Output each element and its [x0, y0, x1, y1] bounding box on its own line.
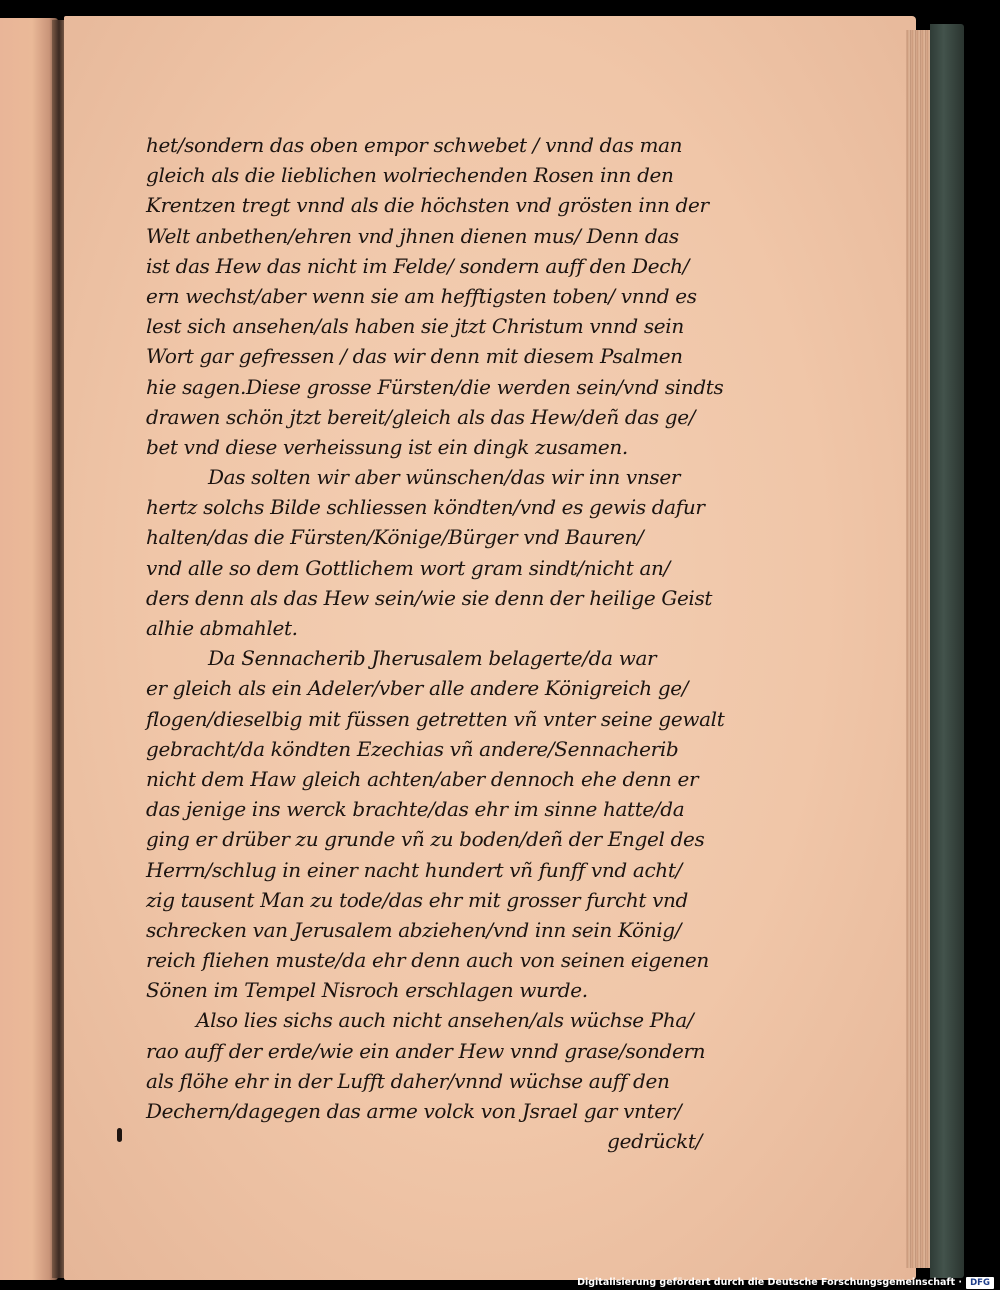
text-line: flogen/dieselbig mit füssen getretten vñ vnter seine gewalt	[146, 706, 725, 731]
text-line: lest sich ansehen/als haben sie jtzt Christum vnnd sein	[146, 314, 684, 339]
text-line: nicht dem Haw gleich achten/aber dennoch ehe denn er	[146, 766, 699, 791]
text-line: hie sagen.Diese grosse Fürsten/die werden sein/vnd sindts	[146, 374, 724, 399]
text-line: halten/das die Fürsten/Könige/Bürger vnd Bauren/	[146, 525, 644, 550]
text-line: alhie abmahlet.	[146, 616, 298, 640]
text-line: het/sondern das oben empor schwebet / vnnd das man	[146, 133, 683, 157]
text-line: ging er drüber zu grunde vñ zu boden/deñ der Engel des	[146, 827, 705, 852]
paragraph-start: Da Sennacherib Jherusalem belagerte/da war	[208, 646, 657, 671]
text-line: hertz solchs Bilde schliessen köndten/vnd es gewis dafur	[146, 495, 705, 520]
text-line: als flöhe ehr in der Lufft daher/vnnd wüchse auff den	[146, 1068, 670, 1093]
text-line: bet vnd diese verheissung ist ein dingk zusamen.	[146, 434, 628, 459]
text-line: ist das Hew das nicht im Felde/ sondern auff den Dech/	[146, 253, 689, 278]
text-line: ern wechst/aber wenn sie am hefftigsten toben/ vnnd es	[146, 283, 697, 308]
text-line: reich fliehen muste/da ehr denn auch von seinen eigenen	[146, 948, 709, 973]
cover-board	[930, 24, 964, 1278]
text-line: das jenige ins werck brachte/das ehr im sinne hatte/da	[146, 797, 685, 822]
text-line: gleich als die lieblichen wolriechenden Rosen inn den	[146, 163, 674, 188]
catchword: gedrückt/	[607, 1129, 702, 1154]
text-line: vnd alle so dem Gottlichem wort gram sindt/nicht an/	[146, 555, 670, 580]
text-line: schrecken van Jerusalem abziehen/vnd inn sein König/	[146, 917, 682, 942]
text-line: rao auff der erde/wie ein ander Hew vnnd grase/sondern	[146, 1038, 706, 1063]
text-line: Sönen im Tempel Nisroch erschlagen wurde.	[146, 978, 588, 1003]
text-line: drawen schön jtzt bereit/gleich als das Hew/deñ das ge/	[146, 404, 696, 429]
ink-blemish	[117, 1128, 122, 1142]
dfg-logo: DFG	[966, 1277, 994, 1289]
text-line: zig tausent Man zu tode/das ehr mit grosser furcht vnd	[146, 887, 689, 912]
text-line: Herrn/schlug in einer nacht hundert vñ funff vnd acht/	[146, 857, 682, 882]
text-line: ders denn als das Hew sein/wie sie denn der heilige Geist	[146, 585, 713, 610]
text-block	[146, 130, 725, 1156]
text-line: er gleich als ein Adeler/vber alle andere Königreich ge/	[146, 676, 689, 701]
text-line: gebracht/da köndten Ezechias vñ andere/Sennacherib	[146, 736, 679, 761]
footer-credit: Digitalisierung gefördert durch die Deutsche Forschungsgemeinschaft ·	[577, 1277, 962, 1288]
left-page-edge	[0, 18, 58, 1280]
text-line: Krentzen tregt vnnd als die höchsten vnd grösten inn der	[146, 193, 709, 218]
text-line: Wort gar gefressen / das wir denn mit diesem Psalmen	[146, 344, 683, 369]
text-line: Dechern/dagegen das arme volck von Jsrael gar vnter/	[146, 1099, 682, 1123]
text-line: Welt anbethen/ehren vnd jhnen dienen mus/ Denn das	[146, 223, 679, 248]
paragraph-start: Also lies sichs auch nicht ansehen/als wüchse Pha/	[196, 1008, 694, 1033]
paragraph-start: Das solten wir aber wünschen/das wir inn vnser	[208, 465, 681, 490]
